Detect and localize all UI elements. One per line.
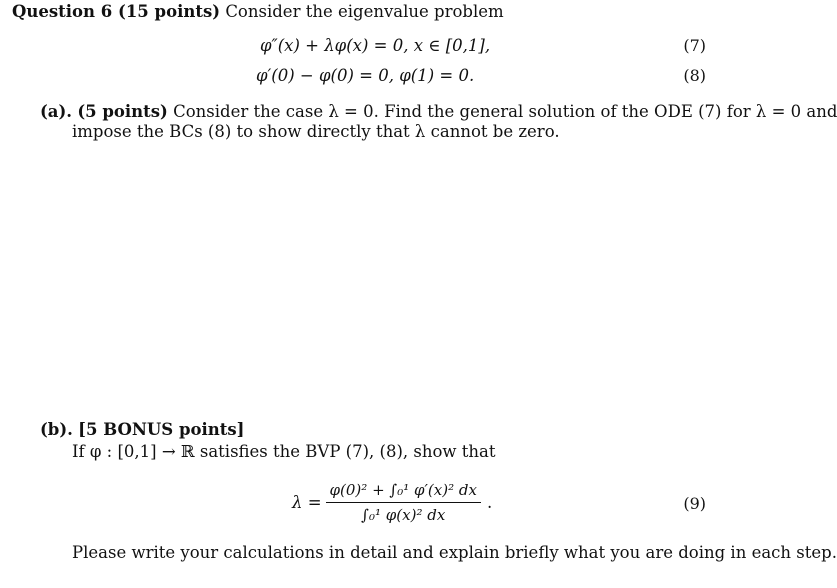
- part-b-heading: [40, 420, 244, 440]
- part-b-instructions: Please write your calculations in detail and explain briefly what you are doing in each step.: [72, 543, 837, 562]
- equation-7-number: (7): [683, 36, 706, 55]
- part-a-line1: [40, 102, 837, 122]
- part-a-text-1: Consider the case λ = 0. Find the general solution of the ODE (7) for λ = 0 and: [173, 102, 837, 121]
- equation-9-fraction: [326, 480, 481, 525]
- part-b-text-1: If φ : [0,1] → ℝ satisfies the BVP (7), (8), show that: [72, 442, 496, 461]
- equation-9-numerator: φ(0)² + ∫₀¹ φ′(x)² dx: [326, 480, 481, 503]
- equation-7: φ″(x) + λφ(x) = 0, x ∈ [0,1],: [260, 36, 491, 55]
- equation-8-number: (8): [683, 66, 706, 85]
- part-b-label: (b).: [40, 420, 73, 439]
- equation-8: φ′(0) − φ(0) = 0, φ(1) = 0.: [256, 66, 475, 85]
- question-intro: Consider the eigenvalue problem: [225, 2, 504, 21]
- part-a-text-2: impose the BCs (8) to show directly that λ cannot be zero.: [72, 122, 560, 141]
- equation-9: [292, 480, 492, 525]
- equation-9-number: (9): [683, 494, 706, 513]
- part-a-label: (a).: [40, 102, 73, 121]
- part-a-points: (5 points): [77, 102, 168, 121]
- question-heading: [12, 2, 504, 22]
- equation-9-period: .: [486, 492, 493, 512]
- part-b-points: [5 BONUS points]: [78, 420, 245, 439]
- question-title: Question 6 (15 points): [12, 2, 221, 21]
- equation-9-lhs: λ =: [292, 492, 322, 512]
- equation-9-denominator: ∫₀¹ φ(x)² dx: [361, 506, 446, 524]
